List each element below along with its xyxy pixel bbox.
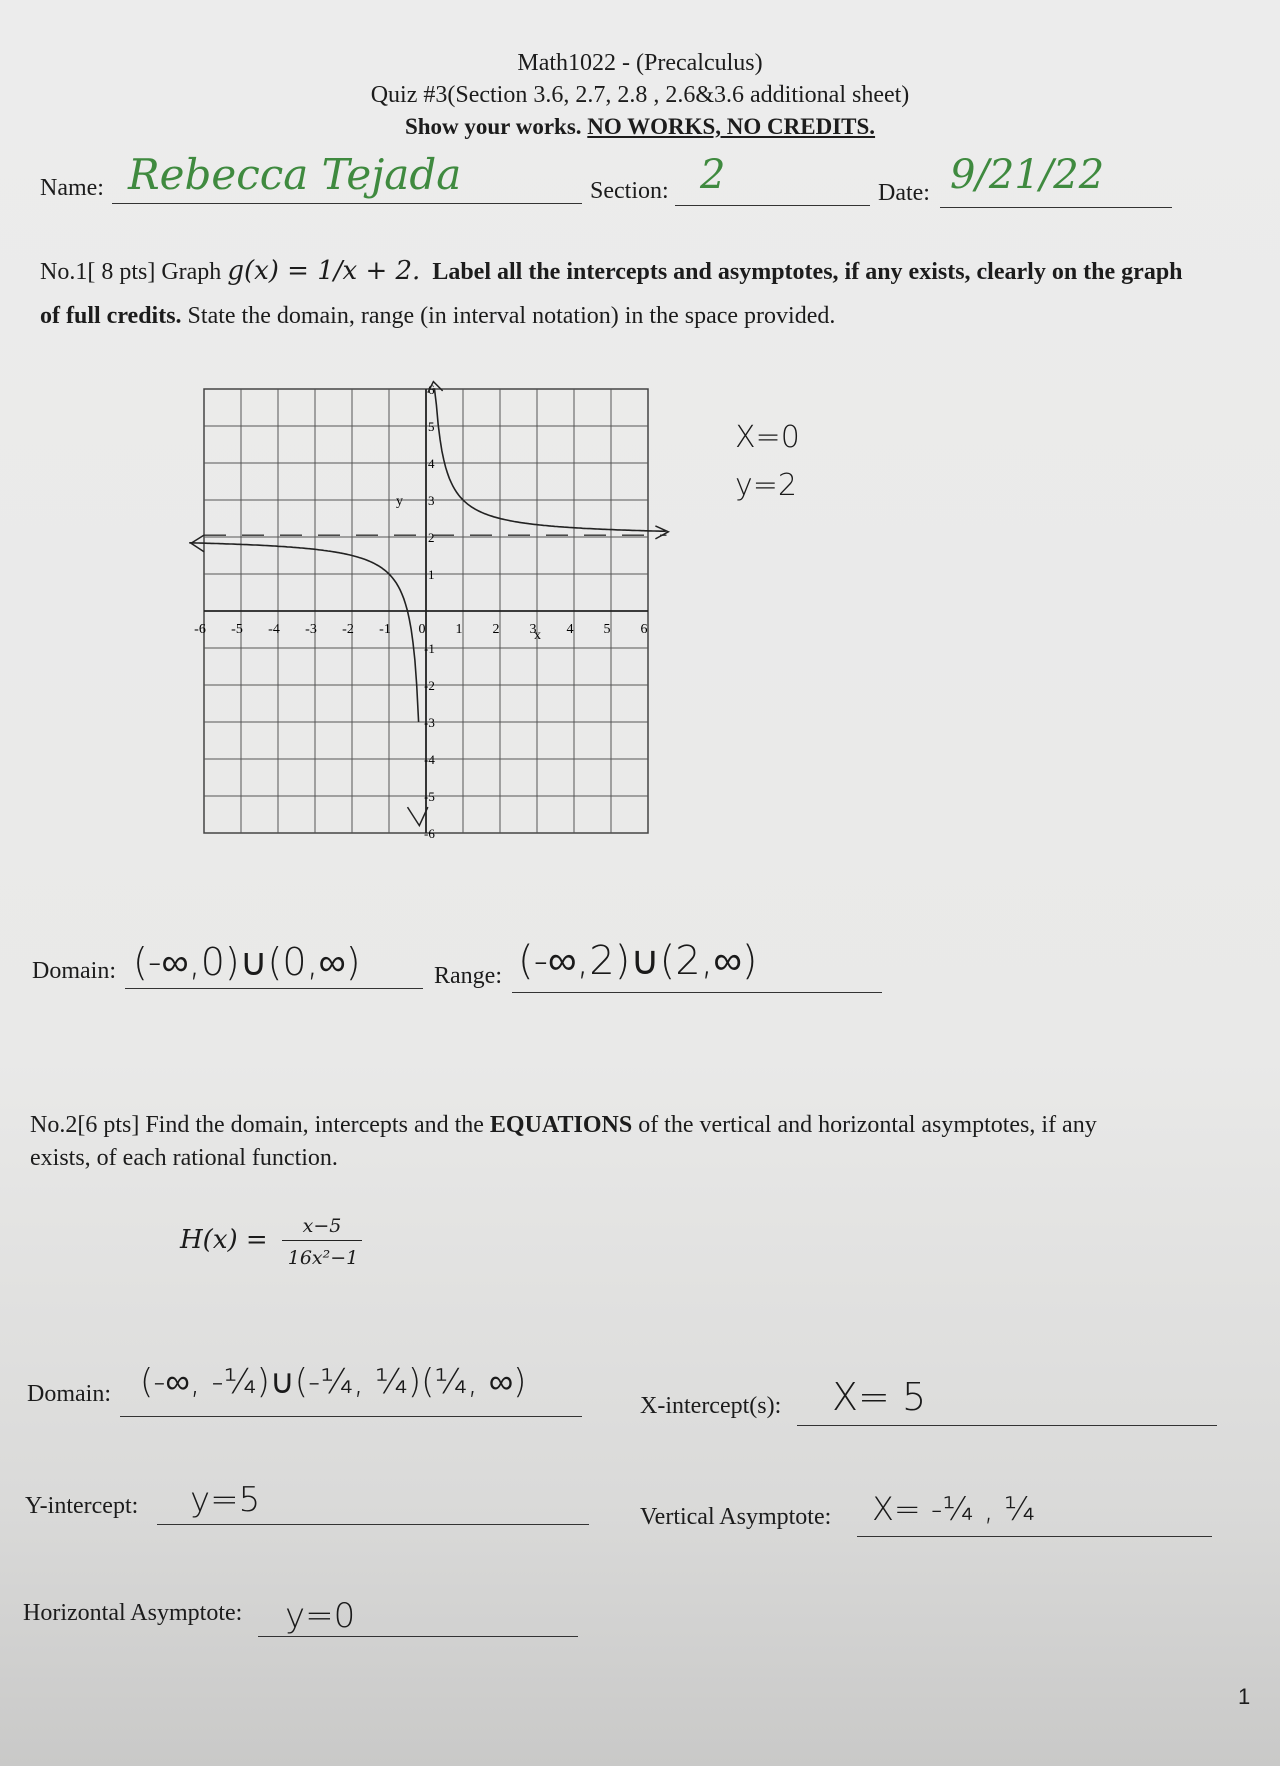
q1-line2 — [40, 303, 1260, 330]
horizontal-asymptote-value: y=0 — [285, 1596, 356, 1636]
quiz-title: Quiz #3(Section 3.6, 2.7, 2.8 , 2.6&3.6 additional sheet) — [370, 82, 910, 108]
q1-line2-bold: of full credits. — [40, 303, 182, 329]
x-tick-label: -5 — [231, 622, 243, 637]
q1-function: g(x) = 1/x + 2. — [227, 256, 421, 286]
x-tick-label: 6 — [640, 622, 648, 637]
q1-domain-line — [125, 988, 423, 989]
name-line — [112, 203, 582, 204]
y-tick-label: -1 — [424, 641, 435, 656]
date-value: 9/21/22 — [950, 152, 1105, 198]
y-tick-label: 6 — [428, 382, 435, 397]
q1-range-label: Range: — [434, 963, 502, 989]
y-intercept-label: Y-intercept: — [25, 1493, 139, 1519]
q1-domain-value: (-∞,0)∪(0,∞) — [133, 940, 361, 984]
x-tick-label: 2 — [492, 622, 500, 637]
y-tick-label: 5 — [428, 419, 435, 434]
name-value: Rebecca Tejada — [128, 150, 462, 199]
x-tick-label: -4 — [268, 622, 280, 637]
y-tick-label: 1 — [428, 567, 435, 582]
name-label: Name: — [40, 175, 104, 201]
y-axis-letter: y — [396, 494, 403, 509]
asymptote-note-horizontal: y=2 — [735, 468, 797, 503]
q1-domain-label: Domain: — [32, 958, 116, 984]
x-tick-label: -6 — [194, 622, 206, 637]
asymptote-note-vertical: X=0 — [735, 420, 800, 455]
x-tick-label: 0 — [418, 622, 426, 637]
q1-line1 — [40, 256, 1260, 286]
section-line — [675, 205, 870, 206]
page-number: 1 — [1238, 1684, 1251, 1709]
q1-bold-text: Label all the intercepts and asymptotes, if any exists, clearly on the graph — [432, 259, 1183, 285]
y-intercept-value: y=5 — [190, 1480, 261, 1520]
q1-range-value: (-∞,2)∪(2,∞) — [518, 938, 758, 984]
q2-emphasis: EQUATIONS — [489, 1112, 633, 1138]
x-tick-label: 5 — [603, 622, 611, 637]
y-tick-label: -6 — [424, 826, 435, 841]
x-axis-letter: x — [534, 628, 541, 643]
q2-domain-line — [120, 1416, 582, 1417]
q2-domain-label: Domain: — [27, 1381, 111, 1407]
q2-line1 — [30, 1112, 1260, 1139]
date-line — [940, 207, 1172, 208]
y-tick-label: -4 — [424, 752, 435, 767]
y-tick-label: -3 — [424, 715, 435, 730]
y-tick-label: 2 — [428, 530, 435, 545]
x-tick-label: -2 — [342, 622, 354, 637]
x-tick-label: -1 — [379, 622, 391, 637]
q2-domain-value: (-∞, -¼)∪(-¼, ¼)(¼, ∞) — [140, 1362, 527, 1402]
h-function-denominator: 16x²−1 — [287, 1247, 359, 1269]
x-intercept-label: X-intercept(s): — [640, 1393, 782, 1419]
x-tick-label: 4 — [566, 622, 574, 637]
vertical-asymptote-line — [857, 1536, 1212, 1537]
y-tick-label: 4 — [428, 456, 435, 471]
instruction-plain: Show your works. — [404, 114, 582, 139]
vertical-asymptote-value: X= -¼ , ¼ — [872, 1490, 1035, 1528]
vertical-asymptote-label: Vertical Asymptote: — [640, 1504, 832, 1530]
section-value: 2 — [700, 152, 726, 198]
coordinate-graph — [194, 382, 700, 905]
curve-right-branch — [433, 389, 666, 531]
y-intercept-line — [157, 1524, 589, 1525]
x-intercept-line — [797, 1425, 1217, 1426]
q2-prefix: No.2[6 pts] Find the domain, intercepts and the — [30, 1112, 484, 1138]
q1-range-line — [512, 992, 882, 993]
date-label: Date: — [878, 180, 930, 206]
q2-line2: exists, of each rational function. — [30, 1145, 338, 1171]
x-tick-label: 3 — [529, 622, 537, 637]
h-function-lhs: H(x) = — [180, 1225, 268, 1255]
q2-rest: of the vertical and horizontal asymptotes, if any — [638, 1112, 1097, 1138]
x-tick-label: 1 — [455, 622, 463, 637]
instructions — [0, 114, 1280, 140]
x-intercept-value: X= 5 — [832, 1375, 927, 1419]
instruction-emphasis: NO WORKS, NO CREDITS. — [587, 114, 876, 139]
horizontal-asymptote-label: Horizontal Asymptote: — [23, 1600, 243, 1626]
arrow-right — [655, 526, 668, 539]
h-function-numerator: x−5 — [282, 1215, 362, 1241]
arrow-down — [408, 807, 428, 826]
y-tick-label: 3 — [428, 493, 435, 508]
x-tick-label: -3 — [305, 622, 317, 637]
q1-line2-rest: State the domain, range (in interval notation) in the space provided. — [187, 303, 836, 329]
section-label: Section: — [590, 178, 669, 204]
course-title: Math1022 - (Precalculus) — [517, 50, 763, 76]
y-tick-label: -2 — [424, 678, 435, 693]
q1-prefix: No.1[ 8 pts] Graph — [40, 259, 222, 285]
horizontal-asymptote-line — [258, 1636, 578, 1637]
y-tick-label: -5 — [424, 789, 435, 804]
